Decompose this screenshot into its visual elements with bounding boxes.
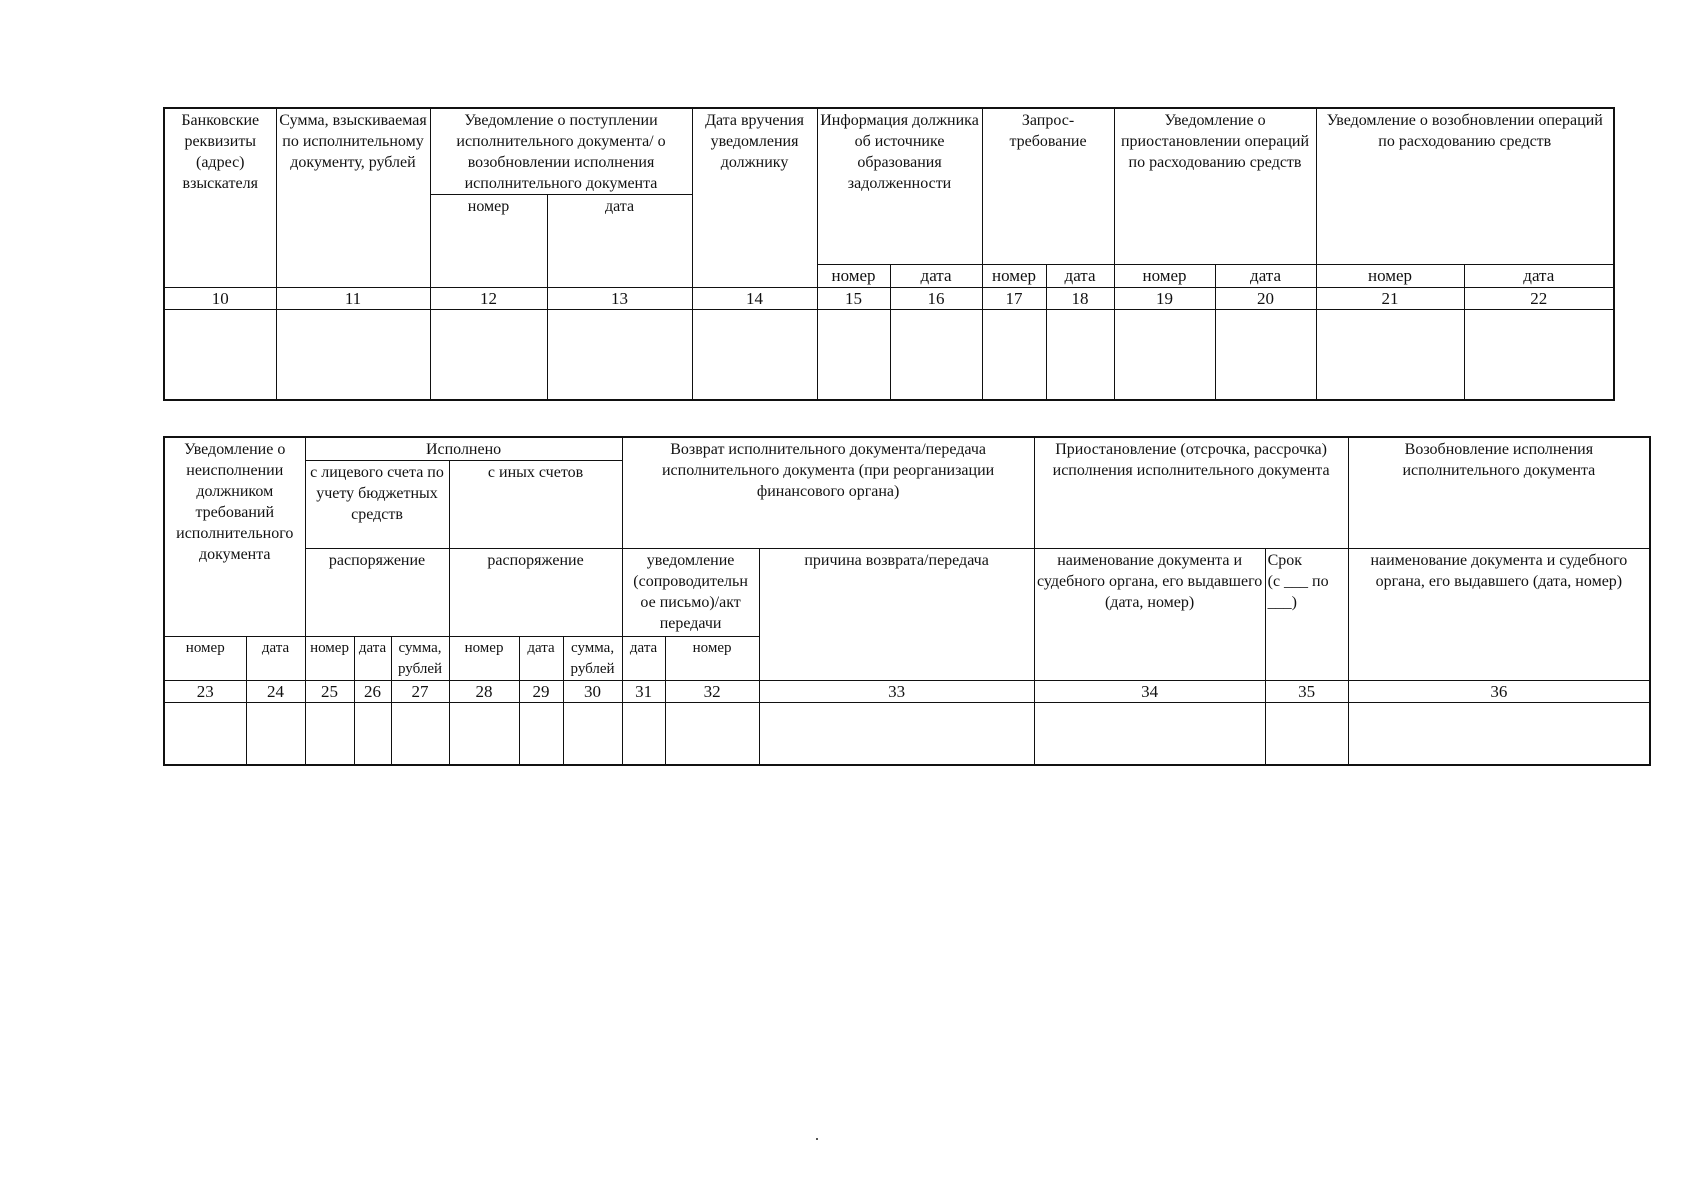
empty-cell bbox=[519, 703, 563, 765]
column-number: 23 bbox=[164, 681, 246, 703]
column-number: 12 bbox=[430, 288, 547, 310]
empty-cell bbox=[164, 703, 246, 765]
header-nomer: номер bbox=[982, 265, 1046, 288]
header-data: дата bbox=[354, 637, 391, 681]
column-number: 20 bbox=[1215, 288, 1316, 310]
empty-cell bbox=[305, 703, 354, 765]
empty-cell bbox=[276, 310, 430, 400]
column-number: 19 bbox=[1114, 288, 1215, 310]
empty-cell bbox=[1215, 310, 1316, 400]
column-number: 21 bbox=[1316, 288, 1464, 310]
header-order: распоряжение bbox=[305, 549, 449, 637]
scan-dot bbox=[816, 1138, 818, 1140]
empty-cell bbox=[1464, 310, 1614, 400]
empty-cell bbox=[1316, 310, 1464, 400]
header-nomer: номер bbox=[1114, 265, 1215, 288]
header-data: дата bbox=[1464, 265, 1614, 288]
column-number: 33 bbox=[759, 681, 1034, 703]
header-document-name: наименование документа и судебного органа, его выдавшего (дата, номер) bbox=[1034, 549, 1265, 681]
column-number: 18 bbox=[1046, 288, 1114, 310]
column-number: 17 bbox=[982, 288, 1046, 310]
header-nomer: номер bbox=[817, 265, 890, 288]
header-data: дата bbox=[547, 195, 692, 288]
header-debtor-info: Информация должника об источнике образования задолженности bbox=[817, 108, 982, 265]
header-document-name-2: наименование документа и судебного органа, его выдавшего (дата, номер) bbox=[1348, 549, 1650, 681]
header-resumption: Возобновление исполнения исполнительного документа bbox=[1348, 437, 1650, 549]
header-request-demand: Запрос-требование bbox=[982, 108, 1114, 265]
empty-cell bbox=[354, 703, 391, 765]
empty-cell bbox=[246, 703, 305, 765]
term-range: (с ___ по ___) bbox=[1267, 573, 1329, 611]
empty-cell bbox=[547, 310, 692, 400]
header-from-personal-account: с лицевого счета по учету бюджетных средств bbox=[305, 461, 449, 549]
header-non-fulfillment: Уведомление о неисполнении должником требований исполнительного документа bbox=[164, 437, 305, 637]
header-summa: сумма, рублей bbox=[391, 637, 449, 681]
column-number: 32 bbox=[665, 681, 759, 703]
header-term bbox=[1265, 549, 1348, 681]
empty-cell bbox=[1265, 703, 1348, 765]
header-delivery-date: Дата вручения уведомления должнику bbox=[692, 108, 817, 288]
header-nomer: номер bbox=[305, 637, 354, 681]
header-nomer: номер bbox=[164, 637, 246, 681]
empty-cell bbox=[665, 703, 759, 765]
header-suspension-notice: Уведомление о приостановлении операций по расходованию средств bbox=[1114, 108, 1316, 265]
empty-cell bbox=[622, 703, 665, 765]
empty-cell bbox=[1034, 703, 1265, 765]
term-label: Срок bbox=[1267, 552, 1303, 569]
header-data: дата bbox=[1046, 265, 1114, 288]
empty-cell bbox=[1046, 310, 1114, 400]
header-from-other-accounts: с иных счетов bbox=[449, 461, 622, 549]
header-notice-receipt: Уведомление о поступлении исполнительного документа/ о возобновлении исполнения исполнительного документа bbox=[430, 108, 692, 195]
empty-cell bbox=[1114, 310, 1215, 400]
header-sum: Сумма, взыскиваемая по исполнительному документу, рублей bbox=[276, 108, 430, 288]
empty-cell bbox=[430, 310, 547, 400]
column-number: 15 bbox=[817, 288, 890, 310]
empty-cell bbox=[1348, 703, 1650, 765]
column-number: 13 bbox=[547, 288, 692, 310]
column-number: 35 bbox=[1265, 681, 1348, 703]
column-number: 10 bbox=[164, 288, 276, 310]
column-number: 36 bbox=[1348, 681, 1650, 703]
header-nomer: номер bbox=[1316, 265, 1464, 288]
column-number: 16 bbox=[890, 288, 982, 310]
empty-cell bbox=[817, 310, 890, 400]
header-order: распоряжение bbox=[449, 549, 622, 637]
header-data: дата bbox=[519, 637, 563, 681]
empty-cell bbox=[759, 703, 1034, 765]
header-resumption-notice: Уведомление о возобновлении операций по расходованию средств bbox=[1316, 108, 1614, 265]
column-number: 11 bbox=[276, 288, 430, 310]
column-number: 31 bbox=[622, 681, 665, 703]
column-number: 25 bbox=[305, 681, 354, 703]
header-nomer: номер bbox=[665, 637, 759, 681]
header-summa: сумма, рублей bbox=[563, 637, 622, 681]
empty-cell bbox=[449, 703, 519, 765]
header-data: дата bbox=[622, 637, 665, 681]
column-number: 22 bbox=[1464, 288, 1614, 310]
column-number: 27 bbox=[391, 681, 449, 703]
header-data: дата bbox=[246, 637, 305, 681]
register-table-part1 bbox=[163, 107, 1615, 401]
empty-cell bbox=[391, 703, 449, 765]
column-number: 30 bbox=[563, 681, 622, 703]
column-number: 34 bbox=[1034, 681, 1265, 703]
header-nomer: номер bbox=[449, 637, 519, 681]
column-number: 26 bbox=[354, 681, 391, 703]
header-data: дата bbox=[890, 265, 982, 288]
column-number: 28 bbox=[449, 681, 519, 703]
empty-cell bbox=[164, 310, 276, 400]
header-executed: Исполнено bbox=[305, 437, 622, 461]
column-number: 14 bbox=[692, 288, 817, 310]
empty-cell bbox=[982, 310, 1046, 400]
header-return: Возврат исполнительного документа/передача исполнительного документа (при реорганизации финансового органа) bbox=[622, 437, 1034, 549]
header-suspension: Приостановление (отсрочка, рассрочка) исполнения исполнительного документа bbox=[1034, 437, 1348, 549]
header-bank-details: Банковские реквизиты (адрес) взыскателя bbox=[164, 108, 276, 288]
header-notice-act: уведомление (сопроводительн ое письмо)/акт передачи bbox=[622, 549, 759, 637]
header-data: дата bbox=[1215, 265, 1316, 288]
empty-cell bbox=[563, 703, 622, 765]
header-nomer: номер bbox=[430, 195, 547, 288]
empty-cell bbox=[890, 310, 982, 400]
column-number: 24 bbox=[246, 681, 305, 703]
column-number: 29 bbox=[519, 681, 563, 703]
header-return-reason: причина возврата/передача bbox=[759, 549, 1034, 681]
register-table-part2 bbox=[163, 436, 1651, 766]
empty-cell bbox=[692, 310, 817, 400]
